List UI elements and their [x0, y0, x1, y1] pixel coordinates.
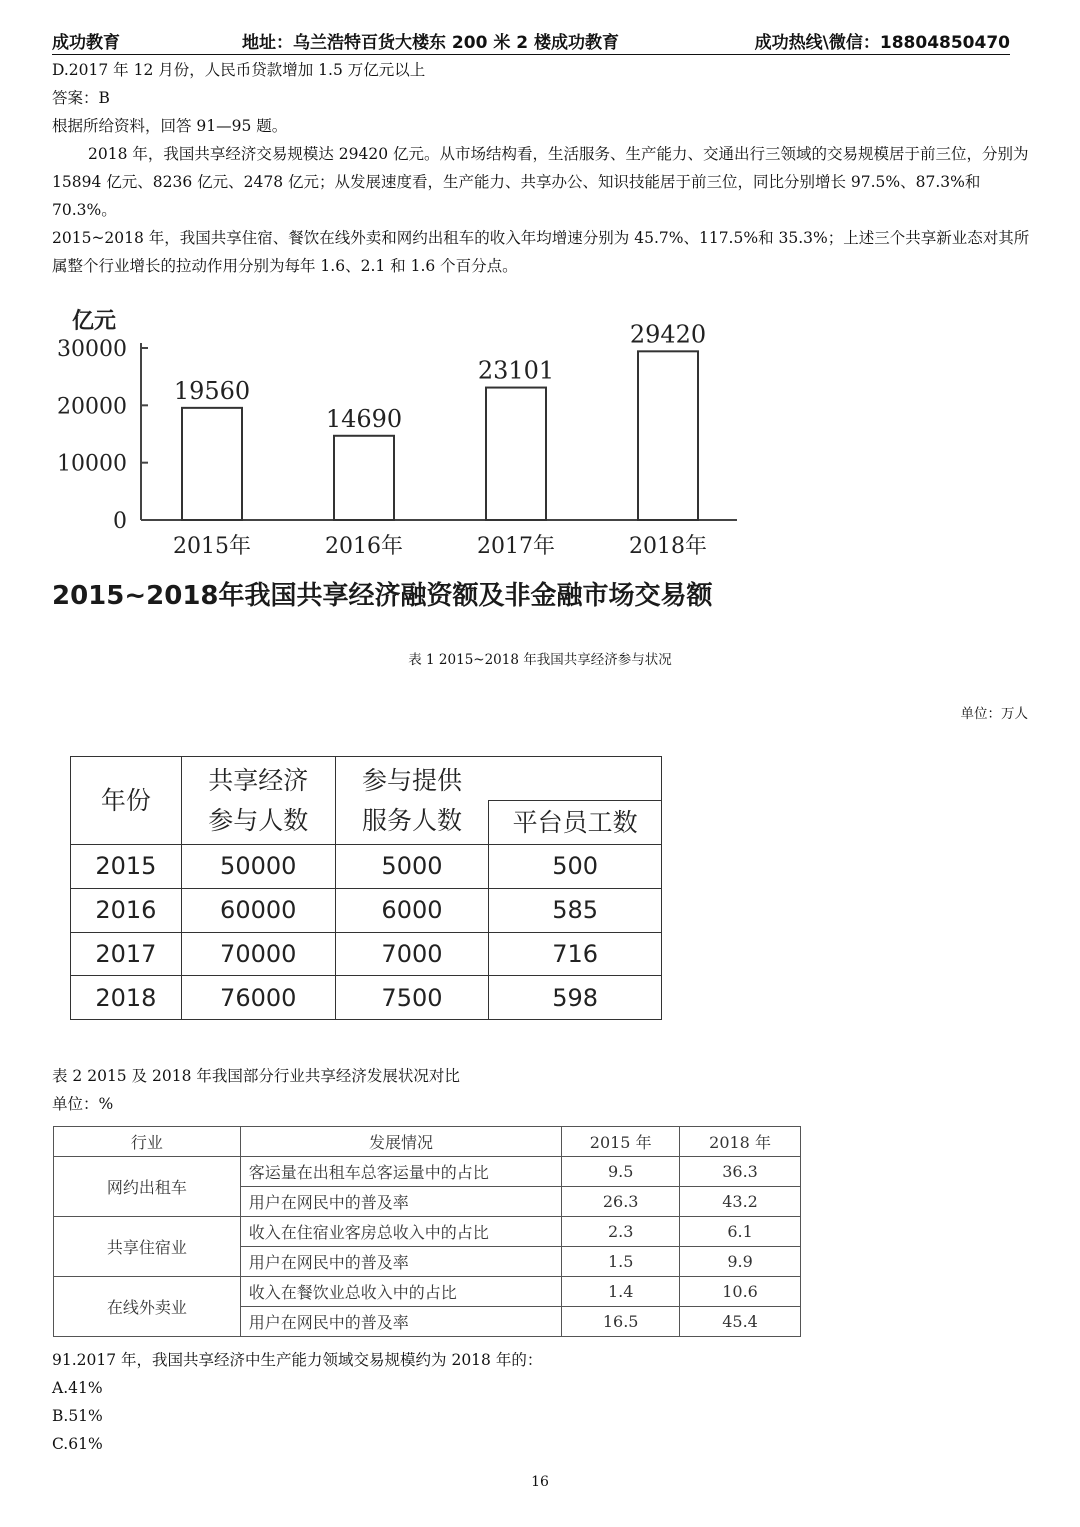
table-cell: 2017 [71, 932, 182, 976]
industry-cell: 共享住宿业 [54, 1217, 241, 1277]
answer-line: 答案：B [52, 89, 110, 107]
bar [638, 351, 698, 520]
table-cell: 用户在网民中的普及率 [240, 1307, 562, 1337]
t2-header-2018: 2018 年 [680, 1127, 801, 1157]
table-cell: 2018 [71, 976, 182, 1020]
option-c: C.61% [52, 1435, 103, 1453]
chart-title: 2015~2018年我国共享经济融资额及非金融市场交易额 [52, 581, 713, 611]
material-paragraph-1: 2018 年，我国共享经济交易规模达 29420 亿元。从市场结构看，生活服务、生产能力、交通出行三领域的交易规模居于前三位，分别为 15894 亿元、8236 亿元、2478 亿元；从发展速度看，生产能力、共享办公、知识技能居于前三位，同比分别增长 97.5%、87.3%和 70.3%。 [52, 145, 1029, 219]
material-paragraph-2: 2015~2018 年，我国共享住宿、餐饮在线外卖和网约出租车的收入年均增速分别为 45.7%、117.5%和 35.3%；上述三个共享新业态对其所属整个行业增长的拉动作用分别为每年 1.6、2.1 和 1.6 个百分点。 [52, 229, 1030, 275]
table-cell: 716 [489, 932, 662, 976]
table-cell: 6000 [335, 888, 489, 932]
table2-body [54, 1157, 801, 1337]
header-participants-line1: 共享经济 [208, 765, 309, 795]
table-cell: 收入在餐饮业总收入中的占比 [240, 1277, 562, 1307]
table2-caption: 表 2 2015 及 2018 年我国部分行业共享经济发展状况对比 [52, 1067, 460, 1085]
participation-table [70, 756, 662, 1020]
header-providers [335, 757, 489, 845]
table-cell: 客运量在出租车总客运量中的占比 [240, 1157, 562, 1187]
table-cell: 26.3 [562, 1187, 680, 1217]
question-stem: 91.2017 年，我国共享经济中生产能力领域交易规模约为 2018 年的： [52, 1351, 543, 1369]
table-cell: 2015 [71, 845, 182, 889]
table-cell: 7000 [335, 932, 489, 976]
question-91 [52, 1346, 542, 1458]
x-axis-labels [173, 534, 707, 559]
table-cell: 6.1 [680, 1217, 801, 1247]
table-cell: 2016 [71, 888, 182, 932]
table1-caption: 表 1 2015~2018 年我国共享经济参与状况 [408, 652, 672, 668]
y-tick-label: 30000 [57, 337, 127, 362]
industry-cell: 网约出租车 [54, 1157, 241, 1217]
bar [182, 408, 242, 520]
table-cell: 50000 [181, 845, 335, 889]
page-number: 16 [531, 1474, 549, 1490]
x-tick-label: 2015年 [173, 534, 251, 559]
table-cell: 1.5 [562, 1247, 680, 1277]
table-cell: 585 [489, 888, 662, 932]
table-cell: 500 [489, 845, 662, 889]
option-b: B.51% [52, 1407, 103, 1425]
table-cell: 76000 [181, 976, 335, 1020]
table-cell: 9.5 [562, 1157, 680, 1187]
header-staff: 平台员工数 [489, 801, 662, 845]
t2-header-situation: 发展情况 [240, 1127, 562, 1157]
table-cell: 70000 [181, 932, 335, 976]
intro-text [52, 56, 1032, 280]
bar-value-label: 29420 [629, 320, 707, 349]
instruction-line: 根据所给资料，回答 91—95 题。 [52, 117, 288, 135]
header-year: 年份 [71, 757, 182, 845]
bar [334, 436, 394, 520]
header-participants-line2: 参与人数 [208, 805, 309, 835]
y-axis-unit: 亿元 [72, 309, 117, 334]
table-row [71, 845, 662, 889]
y-tick-label: 20000 [57, 394, 127, 420]
header-providers-line2: 服务人数 [361, 805, 462, 835]
page-header [52, 26, 1010, 55]
table-cell: 5000 [335, 845, 489, 889]
table-row [71, 888, 662, 932]
bar-value-label: 19560 [173, 376, 251, 405]
table-row [54, 1217, 801, 1247]
table-cell: 1.4 [562, 1277, 680, 1307]
table-row [54, 1277, 801, 1307]
table-cell: 36.3 [680, 1157, 801, 1187]
table-row [71, 932, 662, 976]
table1-unit: 单位：万人 [960, 706, 1028, 722]
y-axis-ticks [57, 337, 148, 534]
option-a: A.41% [52, 1379, 103, 1397]
table-cell: 收入在住宿业客房总收入中的占比 [240, 1217, 562, 1247]
table1-body [71, 845, 662, 1020]
header-address: 地址：乌兰浩特百货大楼东 200 米 2 楼成功教育 [242, 33, 619, 53]
table-cell: 598 [489, 976, 662, 1020]
table-cell: 10.6 [680, 1277, 801, 1307]
table-cell: 2.3 [562, 1217, 680, 1247]
header-brand: 成功教育 [52, 33, 120, 53]
header-providers-line1: 参与提供 [361, 765, 462, 795]
table-cell: 用户在网民中的普及率 [240, 1247, 562, 1277]
bar [486, 388, 546, 520]
t2-header-industry: 行业 [54, 1127, 241, 1157]
y-tick-label: 0 [113, 509, 127, 534]
header-participants [181, 757, 335, 845]
y-tick-label: 10000 [57, 451, 127, 477]
bar-value-label: 14690 [325, 404, 403, 433]
table-cell: 43.2 [680, 1187, 801, 1217]
t2-header-2015: 2015 年 [562, 1127, 680, 1157]
table-row [71, 976, 662, 1020]
table-row [54, 1157, 801, 1187]
header-contact: 成功热线\微信：18804850470 [754, 33, 1010, 53]
table-cell: 16.5 [562, 1307, 680, 1337]
table2-unit: 单位：% [52, 1095, 114, 1113]
table-cell: 45.4 [680, 1307, 801, 1337]
table-cell: 7500 [335, 976, 489, 1020]
table-cell: 用户在网民中的普及率 [240, 1187, 562, 1217]
x-tick-label: 2016年 [325, 534, 403, 559]
option-d-line: D.2017 年 12 月份，人民币贷款增加 1.5 万亿元以上 [52, 61, 426, 79]
x-tick-label: 2017年 [477, 534, 555, 559]
industry-cell: 在线外卖业 [54, 1277, 241, 1337]
bar-chart [50, 305, 750, 570]
industry-comparison-table [53, 1126, 801, 1337]
bar-value-label: 23101 [477, 356, 555, 385]
chart-bars [174, 320, 706, 520]
x-tick-label: 2018年 [629, 534, 707, 559]
table-cell: 60000 [181, 888, 335, 932]
header-empty-cell [489, 757, 662, 801]
table-cell: 9.9 [680, 1247, 801, 1277]
